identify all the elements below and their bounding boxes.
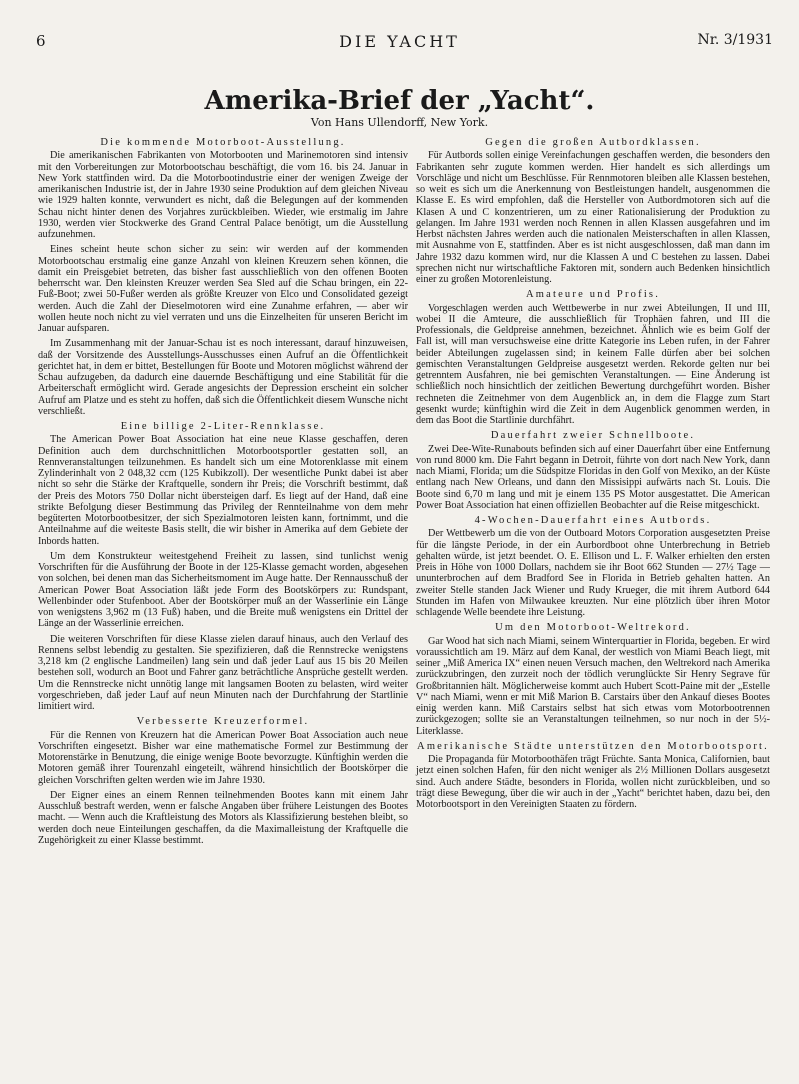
article-byline: Von Hans Ullendorff, New York.	[310, 116, 489, 129]
right-column	[416, 134, 770, 814]
section-heading: 4-Wochen-Dauerfahrt eines Autbords.	[474, 515, 712, 526]
paragraph: Zwei Dee-Wite-Runabouts befinden sich auf einer Dauerfahrt über eine Entfernung von rund 8000 km. Die Fahrt begann in Detroit, führte von dort nach New York, dann nach Miami, Florida; um die Südspitze Floridas in den Golf von Mexiko, an der Küste entlang nach New Orleans, und dann den Missisippi aufwärts nach St. Louis. Die Boote sind 6,70 m lang und mit je einem 135 PS Motor ausgestattet. Die American Power Boat Association hat einen offiziellen Beobachter auf die Reise mitgeschickt.	[416, 443, 770, 511]
paragraph: Für Autbords sollen einige Vereinfachungen geschaffen werden, die besonders den Fabrikanten sehr zugute kommen werden. Hier handelt es sich allerdings um Vorschläge und nicht um Beschlüsse. Für Rennmotoren bleiben alle Klassen bestehen, so weit es sich um die Anerkennung von Bestleistungen handelt, ausgenommen die Klasse E. Es wird empfohlen, daß die Hersteller von Autbordmotoren sich auf die Klasen A und C konzentrieren, um zu einer Rationalisierung der Produktion zu gelangen. Im Jahre 1931 werden noch Rennen in allen Klassen ausgefahren und im Herbst nächsten Jahres werden auch die nationalen Meisterschaften in allen Klassen, mit Ausnahme von E, stattfinden. Aber es ist nicht ausgeschlossen, daß man dann im Jahre 1932 dazu kommen wird, nur die Klassen A und C bestehen zu lassen. Dabei sprechen nicht nur wirtschaftliche Faktoren mit, sondern auch Bedenken hinsichtlich einer zu großen Motorenleistung.	[416, 150, 770, 285]
left-column	[38, 134, 408, 850]
paragraph: Um dem Konstrukteur weitestgehend Freiheit zu lassen, sind tunlichst wenig Vorschriften für die Ausführung der Boote in der 125-Klasse gemacht worden, abgesehen von solchen, bei denen man das Sicherheitsmoment im Auge hatte. Der Rennausschuß der American Power Boat Association läßt jede Form des Bootskörpers zu: Rundspant, Wellenbinder oder Stufenboot. Aber der Bootskörper muß an der Wasserlinie ein Länge von wenigstens 3,962 m (13 Fuß) haben, und die Breite muß wenigstens ein Drittel der Länge an der Wasserlinie erreichen.	[38, 550, 408, 630]
paragraph: Die weiteren Vorschriften für diese Klasse zielen darauf hinaus, auch den Verlauf des Rennens selbst lebendig zu gestalten. Sie spezifizieren, daß die Rennstrecke wenigstens 3,218 km (2 englische Landmeilen) lang sein und daß jeder Lauf aus 15 bis 20 Meilen bestehen soll, wodurch an Boot und Fahrer ganz beträchtliche Ansprüche gestellt werden. Um die Rennstrecke nicht unnötig lange mit langsamen Booten zu belasten, wird weiter vorgeschrieben, daß jeder Lauf auf neun Minuten nach der Durchfahrung der Startlinie limitiert wird.	[38, 633, 408, 712]
issue-number: Nr. 3/1931	[697, 32, 773, 48]
paragraph: Die Propaganda für Motorboothäfen trägt Früchte. Santa Monica, Californien, baut jetzt einen solchen Hafen, für den nicht weniger als 2½ Millionen Dollars ausgesetzt sind. Auch andere Städte, besonders in Florida, wollen nicht zurückbleiben, und so trägt diese Bewegung, über die wir auch in der „Yacht“ berichtet haben, dazu bei, den Motorbootsport in den Vereinigten Staaten zu fördern.	[416, 754, 770, 810]
paragraph: Eines scheint heute schon sicher zu sein: wir werden auf der kommenden Motorbootschau erstmalig eine ganze Anzahl von kleinen Kreuzern sehen können, die damit ein Preisgebiet betreten, das bisher fast ausschließlich von den offenen Booten beherrscht war. Den kleinsten Kreuzer werden Sea Sled auf die Schau bringen, ein 22-Fuß-Boot; zwei 50-Fußer werden als größte Kreuzer von Elco und Consolidated gezeigt werden. Auch die Zahl der Dieselmotoren wird eine Zunahme erfahren, — aber wir wollen heute noch nicht zu viel verraten und uns die Einzelheiten für unseren Bericht im Januar aufsparen.	[38, 244, 408, 334]
section-heading: Die kommende Motorboot-Ausstellung.	[100, 137, 346, 148]
section-heading: Amateure und Profis.	[525, 289, 661, 301]
paragraph: The American Power Boat Association hat eine neue Klasse geschaffen, deren Definition auch dem durchschnittlichen Motorbootsportler gestatten soll, an Rennveranstaltungen teilzunehmen. Es handelt sich um eine Motorenklasse mit einem Zylinderinhalt von 2 048,32 ccm (125 Kubikzoll). Der wesentliche Punkt dabei ist aber nicht so sehr die Stärke der Kraftquelle, sondern ihr Preis; die Vorschrift bestimmt, daß der Preis des Motors 750 Dollar nicht übersteigen darf. Es liegt auf der Hand, daß eine strikte Befolgung dieser Bestimmung das Privileg der Rennteilnahme von dem mehr begüterten Motorbootbesitzer, der sich Spezialmotoren leisten kann, fortnimmt, und die Anteilnahme auf die weiteste Basis stellt, die wir bisher in Amerika auf dem Gebiete der Inbords hatten.	[38, 434, 408, 547]
paragraph: Für die Rennen von Kreuzern hat die American Power Boat Association auch neue Vorschriften eingesetzt. Bisher war eine mathematische Formel zur Bestimmung der Motorenstärke in Benutzung, die einige wenige Boote bevorzugte. Künftighin werden die Motoren gemäß ihrer Tourenzahl eingeteilt, während hinsichtlich der Bootskörper die gleichen Vorschriften gelten werden wie im Jahre 1930.	[38, 729, 408, 786]
paragraph: Gar Wood hat sich nach Miami, seinem Winterquartier in Florida, begeben. Er wird voraussichtlich am 19. März auf dem Kanal, der westlich von Miami Beach liegt, mit seiner „Miß America IX“ einen neuen Versuch machen, den Weltrekord nach Amerika zurückzubringen, den zurzeit noch der tödlich verunglückte Sir Henry Segrave für Großbritannien hält. Möglicherweise kommt auch Hubert Scott-Paine mit der „Estelle V“ nach Miami, wenn er mit Miß Marion B. Carstairs über den Ankauf dieses Bootes einig werden kann. Miß Carstairs selbst hat sich etwas vom Motorbootrennen zurückgezogen; sollte sie an Veranstaltungen teilnehmen, so nur noch in der 5½-Literklasse.	[416, 635, 770, 737]
running-head: DIE YACHT	[339, 32, 460, 51]
paragraph: Vorgeschlagen werden auch Wettbewerbe in nur zwei Abteilungen, II und III, wobei II die Amteure, die ausschließlich für Trophäen fahren, und III die Professionals, die Geldpreise annehmen, bezeichnet. Ähnlich wie es beim Golf der Fall ist, will man versuchsweise eine dritte Kategorie ins Leben rufen, in der Fahrer beider Abteilungen zugelassen sind; in keinem Falle dürfen aber bei solchen gemischten Veranstaltungen Geldpreise ausgesetzt werden. Rekorde gelten nur bei getrenntem Ausfahren, nie bei gemischten Veranstaltungen. — Eine Änderung ist schließlich noch hinsichtlich der zeitlichen Bewertung durchgeführt worden. Bisher rechneten die Zeitnehmer von dem Augenblick an, in dem die Flagge zum Start gesenkt wurde; künftighin wird die Zeit in dem Augenblick genommen werden, in dem das Boot die Startlinie durchfährt.	[416, 302, 770, 426]
paragraph: Der Eigner eines an einem Rennen teilnehmenden Bootes kann mit einem Jahr Ausschluß bestraft werden, wenn er falsche Angaben über frühere Leistungen des Bootes macht. — Wenn auch die Kraftleistung des Motors als Klassifizierung bestehen bleibt, so werden doch neue Einteilungen geschaffen, da die Maximalleistung der Kraftquelle die Zugehörigkeit zu einer Klasse bestimmt.	[38, 789, 408, 846]
section-heading: Um den Motorboot-Weltrekord.	[495, 622, 691, 634]
page-number: 6	[36, 32, 46, 50]
paragraph: Im Zusammenhang mit der Januar-Schau ist es noch interessant, darauf hinzuweisen, daß der Vorsitzende des Ausstellungs-Ausschusses einen Aufruf an die Öffentlichkeit gerichtet hat, in dem er bittet, Bestellungen für Boote und Motoren möglichst während der Schau aufzugeben, da dadurch eine dauernde Beschäftigung und eine Stabilität für die Arbeiterschaft ermöglicht wird. Gerade angesichts der Depression erscheint ein solcher Aufruf am Platze und es steht zu hoffen, daß sich die Öffentlichkeit diesem Wunsche nicht verschließt.	[38, 338, 408, 417]
section-heading: Amerikanische Städte unterstützen den Motorbootsport.	[417, 740, 769, 752]
page-header	[0, 32, 799, 54]
section-heading: Gegen die großen Autbordklassen.	[485, 137, 701, 148]
section-heading: Eine billige 2-Liter-Rennklasse.	[120, 421, 326, 432]
section-heading: Verbesserte Kreuzerformel.	[136, 716, 310, 728]
paragraph: Die amerikanischen Fabrikanten von Motorbooten und Marinemotoren sind intensiv mit den Vorbereitungen zur Motorbootschau beschäftigt, die vom 16. bis 24. Januar in New York stattfinden wird. Da die Motorbootindustrie einer der wenigen Zweige der amerikanischen Industrie ist, der in Jahre 1930 seine Produktion auf dem gleichen Niveau wie 1929 halten konnte, verwundert es nicht, daß die Belegungen auf der kommenden Schau nicht hinter denen des Vorjahres zurückbleiben. Wieder, wie erstmalig im Jahre 1930, werden vier Stockwerke des Grand Central Palace benötigt, um die Ausstellung aufzunehmen.	[38, 150, 408, 240]
section-heading: Dauerfahrt zweier Schnellboote.	[490, 430, 696, 442]
paragraph: Der Wettbewerb um die von der Outboard Motors Corporation ausgesetzten Preise für die längste Periode, in der ein Aurbordboot ohne Unterbrechung in Betrieb gehalten würde, ist jetzt beendet. O. E. Ellison und L. F. Walker erhielten den ersten Preis in Höhe von 1000 Dollars, nachdem sie ihr Boot 662 Stunden — 27½ Tage — ununterbrochen auf dem Bradford See in Florida in Betrieb gehalten hatten. An zweiter Stelle standen Jack Wiener und Rudy Krueger, die mit ihrem Autbord 644 Stunden im Hafen von Milwaukee kreuzten. Nur eine plötzlich über ihren Motor schlagende Welle beendete ihre Leistung.	[416, 528, 770, 618]
article-title: Amerika-Brief der „Yacht“.	[204, 86, 595, 116]
